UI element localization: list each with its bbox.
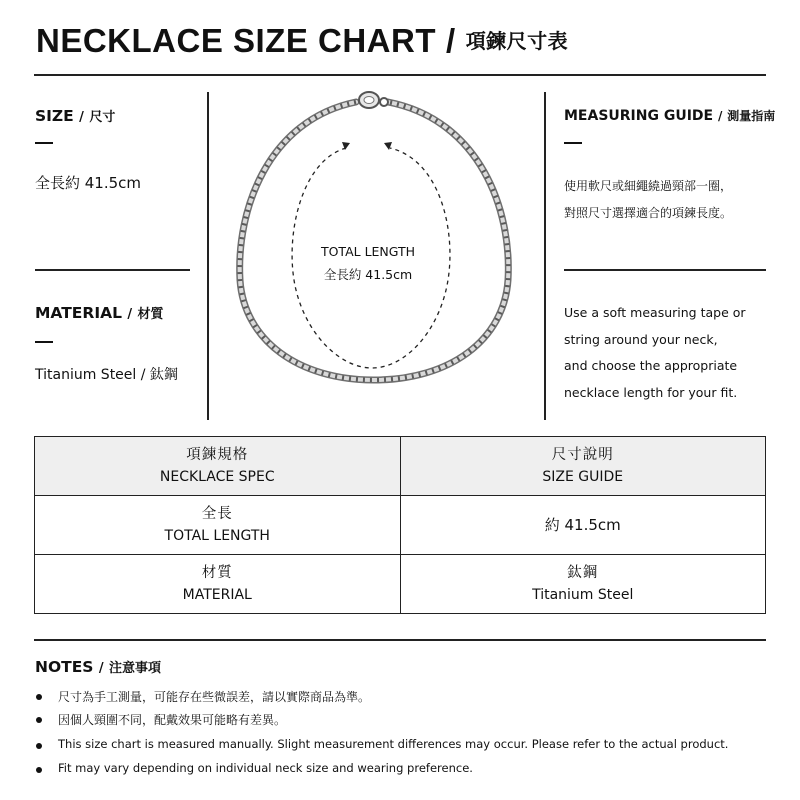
size-heading [35, 106, 115, 125]
header-rule [34, 74, 766, 76]
guide-heading-cn: 測量指南 [727, 109, 776, 123]
header-en: NECKLACE SPEC [159, 469, 275, 485]
material-heading-en: MATERIAL [35, 304, 122, 322]
total-length-label: TOTAL LENGTH [320, 244, 416, 259]
header-en: SIZE GUIDE [542, 469, 624, 485]
material-heading-sep: / [127, 307, 133, 322]
note-item: 尺寸為手工測量，可能存在些微誤差，請以實際商品為準。 [58, 690, 371, 704]
notes-heading-cn: 注意事項 [109, 661, 162, 676]
title-en: NECKLACE SIZE CHART [36, 22, 437, 59]
header-cn: 尺寸說明 [551, 447, 614, 463]
illustration-label [208, 240, 528, 286]
row-value-cn: 鈦鋼 [567, 565, 599, 581]
page-title [36, 22, 568, 60]
table-row [35, 555, 766, 614]
size-value: 全長約 41.5cm [35, 174, 142, 192]
table-value-cell [400, 555, 766, 614]
notes-heading-en: NOTES [35, 658, 94, 676]
right-vertical-divider [544, 92, 546, 420]
row-value-cn: 約 41.5cm [544, 516, 621, 534]
row-value-en: Titanium Steel [532, 587, 634, 603]
spec-table [34, 436, 766, 614]
size-dash [35, 142, 53, 144]
guide-en-line: Use a soft measuring tape or [564, 305, 746, 320]
guide-en-line: string around your neck, [564, 331, 718, 347]
material-value: Titanium Steel / 鈦鋼 [35, 367, 178, 383]
header-cn: 項鍊規格 [186, 447, 249, 463]
right-divider [564, 269, 766, 271]
table-label-cell [35, 496, 401, 555]
material-heading-cn: 材質 [137, 307, 164, 322]
guide-heading-sep: / [717, 109, 723, 123]
material-heading [35, 303, 164, 322]
row-label-cn: 材質 [201, 565, 233, 581]
guide-en-line: and choose the appropriate [564, 358, 738, 373]
left-divider [35, 269, 190, 271]
guide-en-line: necklace length for your fit. [564, 384, 738, 400]
guide-en-text [564, 300, 746, 406]
bullet-icon [36, 717, 42, 723]
bullet-icon [36, 743, 42, 749]
guide-heading [564, 107, 775, 124]
guide-heading-en: MEASURING GUIDE [564, 108, 714, 124]
note-item: This size chart is measured manually. Slight measurement differences may occur. Please refer to the actual product. [58, 737, 729, 751]
notes-heading-sep: / [98, 661, 104, 676]
title-slash: / [446, 22, 456, 59]
row-label-en: TOTAL LENGTH [164, 528, 270, 544]
guide-cn-text [564, 173, 732, 226]
title-cn: 項鍊尺寸表 [465, 29, 569, 53]
material-dash [35, 341, 53, 343]
guide-cn-line: 對照尺寸選擇適合的項鍊長度。 [564, 205, 733, 220]
table-value-cell [400, 496, 766, 555]
guide-cn-line: 使用軟尺或細繩繞過頸部一圈， [564, 179, 733, 193]
bullet-icon [36, 694, 42, 700]
size-heading-en: SIZE [35, 107, 74, 125]
table-label-cell [35, 555, 401, 614]
size-heading-sep: / [79, 110, 84, 125]
row-label-cn: 全長 [201, 506, 233, 522]
bullet-icon [36, 767, 42, 773]
row-label-en: MATERIAL [182, 587, 252, 603]
notes-rule [34, 639, 766, 641]
table-header-cell [400, 437, 766, 496]
notes-heading [35, 657, 161, 676]
table-row [35, 496, 766, 555]
note-item: Fit may vary depending on individual neck size and wearing preference. [58, 761, 473, 775]
table-header-cell [35, 437, 401, 496]
size-heading-cn: 尺寸 [89, 110, 116, 125]
lobster-clasp-icon [359, 92, 388, 108]
table-header-row [35, 437, 766, 496]
guide-dash [564, 142, 582, 144]
note-item: 因個人頸圍不同，配戴效果可能略有差異。 [58, 713, 287, 727]
total-length-value: 全長約 41.5cm [323, 267, 413, 282]
